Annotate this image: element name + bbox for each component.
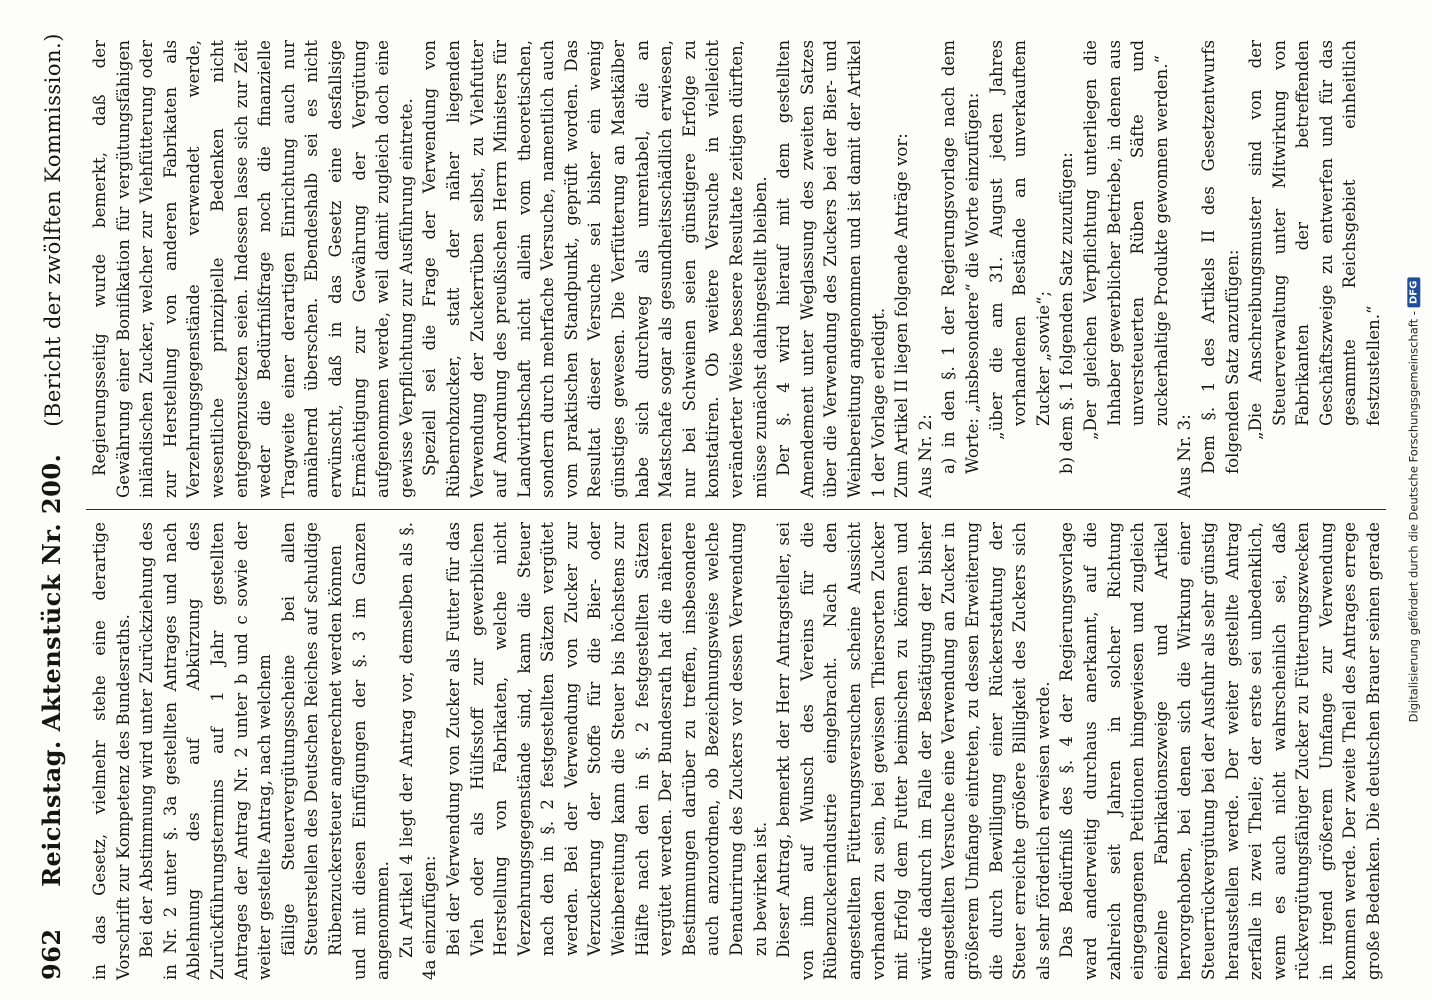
paragraph: Dieser Antrag, bemerkt der Herr Antragsteller, sei von ihm auf Wunsch des Vereins für die Rübenzuckerindustrie eingebracht. Nach den angestellten Fütterungsversuchen scheine Aussicht vorhanden zu sein, bei gewissen Thiersorten Zucker mit Erfolg dem Futter beimischen zu können und würde dadurch im Falle der Bestätigung der bisher angestellten Versuche eine Verwendung an Zucker in größerem Umfange eintreten, zu dessen Erweiterung die durch Bewilligung einer Rückerstattung der Steuer erreichte größere Billigkeit des Zuckers sich als sehr förderlich erweisen werde. [774,522,1053,980]
motion-heading: Aus Nr. 3: [1175,414,1195,498]
paragraph: Der §. 4 wird hierauf mit dem gestellten Amendement unter Weglassung des zweiten Satzes über die Verwendung des Zuckers bei der Bier- und Weinbereitung angenommen und ist damit der Artikel 1 der Vorlage erledigt. [774,40,888,498]
paragraph: Zu Artikel 4 liegt der Antrag vor, demselben als §. 4a einzufügen: [396,522,440,980]
paragraph: Bei der Abstimmung wird unter Zurückziehung des in Nr. 2 unter §. 3a gestellten Antrages und nach Ablehnung des auf Abkürzung des Zurückführungstermins auf 1 Jahr gestellten Antrages der Antrag Nr. 2 unter b und c sowie der weiter gestellte Antrag, nach welchem [137,522,275,980]
rotated-page-content [20,20,1400,980]
quoted-amendment: Bei der Verwendung von Zucker als Futter für das Vieh oder als Hülfsstoff zur gewerblichen Herstellung von Fabrikaten, welche nicht Verzehrungsgegenstände sind, kann die Steuer nach den in §. 2 festgestellten Sätzen vergütet werden. Bei der Verwendung von Zucker zur Verzuckerung der Stoffe für die Bier- oder Weinbereitung kann die Steuer bis höchstens zur Hälfte nach den in §. 2 festgestellten Sätzen vergütet werden. Der Bundesrath hat die näheren Bestimmungen darüber zu treffen, insbesondere auch anzuordnen, ob Bezeichnungsweise welche Denaturirung des Zuckers vor dessen Verwendung zu bewirken ist. [443,522,770,956]
dfg-logo: DFG [1407,278,1420,307]
paragraph: Speziell sei die Frage der Verwendung von Rübenrohzucker, statt der näher liegenden Verwendung der Zuckerrüben selbst, zu Viehfutter auf Anordnung des preußischen Herrn Ministers für Landwirthschaft nicht allein vom theoretischen, sondern durch mehrfache Versuche, namentlich auch vom praktischen Standpunkt, geprüft worden. Das Resultat dieser Versuche sei bisher ein wenig günstiges gewesen. Die Verfütterung an Mastkälber habe sich durchweg als unrentabel, die an Mastschafe sogar als gesundheitsschädlich erwiesen, nur bei Schweinen seien günstigere Erfolge zu konstatiren. Ob weitere Versuche in vielleicht veränderter Weise bessere Resultate zeitigen dürften, müsse zunächst dahingestellt bleiben. [420,40,770,498]
paragraph: Zum Artikel II liegen folgende Anträge vor: [892,133,912,498]
paragraph: und mit diesen Einfügungen der §. 3 im Ganzen angenommen. [349,522,393,980]
paragraph: Regierungsseitig wurde bemerkt, daß der Gewährung einer Bonifikation für vergütungsfähigen inländischen Zucker, welcher zur Viehfütterung oder zur Herstellung von anderen Fabrikaten als Verzehrungsgegenstände verwendet werde, wesentliche prinzipielle Bedenken nicht entgegenzusetzen seien. Indessen lasse sich zur Zeit weder die Bedürfnißfrage noch die finanzielle Tragweite einer derartigen Einrichtung auch nur annähernd überschen. Ebendeshalb sei es nicht erwünscht, daß in das Gesetz eine desfallsige Ermächtigung zur Gewährung der Vergütung aufgenommen werde, weil damit zugleich doch eine gewisse Verpflichtung zur Ausführung eintrete. [90,40,416,498]
running-subtitle: (Bericht der zwölften Kommission.) [40,33,65,427]
motion-item: a) in den §. 1 der Regierungsvorlage nach dem Worte: „insbesondere“ die Worte einzufügen: [939,40,982,474]
quoted-amendment: fällige Steuervergütungsscheine bei allen Steuerstellen des Deutschen Reiches auf schuldige Rübenzuckersteuer angerechnet werden können [278,522,345,956]
right-column [88,40,1388,498]
motion-item: Dem §. 1 des Artikels II des Gesetzentwurfs folgenden Satz anzufügen: [1198,40,1242,474]
paragraph: Das Bedürfniß des §. 4 der Regierungsvorlage ward anderweitig durchaus anerkannt, auf die zahlreich seit Jahren in solcher Richtung eingegangenen Petitionen hingewiesen und zugleich einzelne Fabrikationszweige und Artikel hervorgehoben, bei denen sich die Wirkung einer Steuerrückvergütung bei der Ausfuhr als sehr günstig herausstellen werde. Der weiter gestellte Antrag zerfalle in zwei Theile; der erste sei unbedenklich, wenn es auch nicht wahrscheinlich sei, daß rückvergütungsfähiger Zucker zu Fütterungszwecken in irgend größerem Umfange zur Verwendung kommen werde. Der zweite Theil des Antrages errege große Bedenken. Die deutschen Brauer seinen gerade [1057,522,1384,980]
motion-item: b) dem §. 1 folgenden Satz zuzufügen: [1057,152,1077,474]
motion-heading [1386,40,1388,498]
motion-heading: Aus Nr. 2: [915,414,935,498]
running-title-block [37,20,66,900]
page-number: 962 [36,928,66,980]
digitization-watermark [1395,0,1432,1000]
page-header [20,20,82,980]
left-column [88,522,1388,980]
quoted-amendment: „über die am 31. August jeden Jahres vorhandenen Bestände an unverkauftem Zucker „sowie“; [986,40,1053,440]
quoted-amendment: „Die Anschreibungsmuster sind von der Steuerverwaltung unter Mitwirkung von Fabrikanten der betreffenden Geschäftszweige zu entwerfen und für das gesammte Reichsgebiet einheitlich festzustellen.“ [1246,40,1384,440]
quoted-amendment: „Der gleichen Verpflichtung unterliegen die Inhaber gewerblicher Betriebe, in denen aus unversteuerten Rüben Säfte und zuckerhaltige Produkte gewonnen werden.“ [1080,40,1171,440]
watermark-text-block [1407,278,1421,723]
column-divider [86,509,1386,510]
watermark-text: Digitalisierung gefördert durch die Deutsche Forschungsgemeinschaft - [1406,311,1421,723]
running-title: Reichstag. Aktenstück Nr. 200. [36,453,66,887]
paragraph: in das Gesetz, vielmehr stehe eine derartige Vorschrift zur Kompetenz des Bundesraths. [90,522,133,980]
